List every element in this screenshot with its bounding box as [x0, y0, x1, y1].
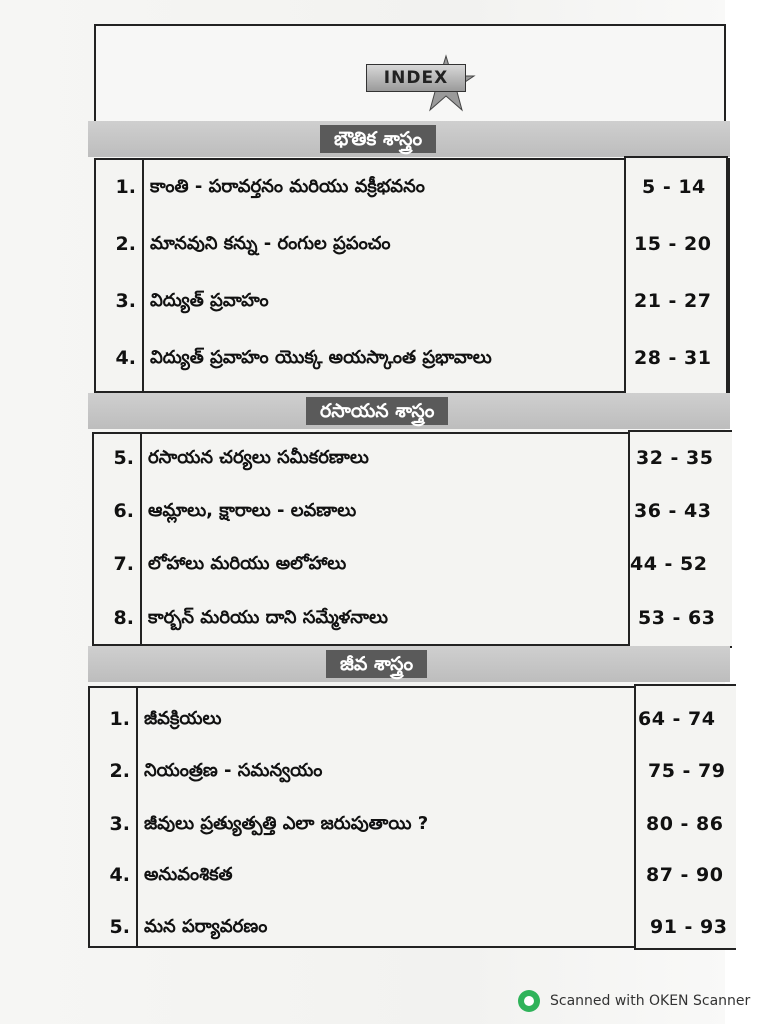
- physics-table: [94, 158, 730, 393]
- row-pages: 53 - 63: [638, 607, 716, 629]
- biology-table: [88, 686, 732, 948]
- row-title: నియంత్రణ - సమన్వయం: [144, 760, 323, 781]
- row-number: 1.: [115, 176, 136, 198]
- row-number: 2.: [109, 760, 130, 782]
- row-number: 5.: [113, 447, 134, 469]
- section-title-physics: భౌతిక శాస్త్రం: [320, 125, 436, 153]
- row-title: లోహాలు మరియు అలోహాలు: [148, 553, 347, 574]
- row-pages: 21 - 27: [634, 290, 712, 312]
- table-row: [94, 537, 730, 591]
- section-title-biology: జీవ శాస్త్రం: [326, 650, 427, 678]
- table-row: [96, 274, 728, 328]
- row-pages: 5 - 14: [642, 176, 706, 198]
- row-number: 4.: [109, 864, 130, 886]
- chemistry-table: [92, 432, 732, 646]
- row-number: 3.: [115, 290, 136, 312]
- index-frame: [88, 24, 730, 949]
- row-pages: 80 - 86: [646, 813, 724, 835]
- row-title: జీవులు ప్రత్యుత్పత్తి ఎలా జరుపుతాయి ?: [144, 813, 429, 834]
- row-title: విద్యుత్ ప్రవాహం యొక్క అయస్కాంత ప్రభావాలు: [150, 347, 492, 368]
- row-pages: 64 - 74: [638, 708, 716, 730]
- row-title: అనువంశికత: [144, 864, 233, 885]
- row-pages: 75 - 79: [648, 760, 726, 782]
- section-title-chemistry: రసాయన శాస్త్రం: [306, 397, 448, 425]
- table-row: [90, 900, 732, 954]
- scanner-watermark: [518, 986, 750, 1016]
- row-number: 1.: [109, 708, 130, 730]
- row-number: 5.: [109, 916, 130, 938]
- row-title: విద్యుత్ ప్రవాహం: [150, 290, 269, 311]
- scanner-text: Scanned with OKEN Scanner: [550, 993, 751, 1009]
- row-title: ఆమ్లాలు, క్షారాలు - లవణాలు: [148, 500, 357, 521]
- row-pages: 28 - 31: [634, 347, 712, 369]
- row-pages: 91 - 93: [650, 916, 728, 938]
- row-number: 7.: [113, 553, 134, 575]
- table-row: [94, 431, 730, 485]
- row-pages: 15 - 20: [634, 233, 712, 255]
- oken-scanner-logo-icon: [518, 990, 540, 1012]
- section-band-physics: [88, 121, 730, 157]
- row-title: మానవుని కన్ను - రంగుల ప్రపంచం: [150, 233, 391, 254]
- table-row: [96, 217, 728, 271]
- table-row: [90, 744, 732, 798]
- row-title: మన పర్యావరణం: [144, 916, 268, 937]
- row-pages: 87 - 90: [646, 864, 724, 886]
- row-number: 3.: [109, 813, 130, 835]
- index-header: [94, 24, 726, 123]
- index-title: INDEX: [366, 64, 466, 92]
- section-band-chemistry: [88, 393, 730, 429]
- row-number: 4.: [115, 347, 136, 369]
- row-number: 2.: [115, 233, 136, 255]
- row-number: 6.: [113, 500, 134, 522]
- row-pages: 32 - 35: [636, 447, 714, 469]
- table-row: [90, 692, 732, 746]
- row-pages: 36 - 43: [634, 500, 712, 522]
- table-row: [96, 160, 728, 214]
- row-title: కార్బన్ మరియు దాని సమ్మేళనాలు: [148, 607, 388, 628]
- table-row: [94, 484, 730, 538]
- row-number: 8.: [113, 607, 134, 629]
- table-row: [96, 331, 728, 385]
- row-title: కాంతి - పరావర్తనం మరియు వక్రీభవనం: [150, 176, 425, 197]
- section-band-biology: [88, 646, 730, 682]
- table-row: [94, 591, 730, 645]
- row-title: రసాయన చర్యలు సమీకరణాలు: [148, 447, 369, 468]
- row-pages: 44 - 52: [630, 553, 708, 575]
- table-row: [90, 848, 732, 902]
- row-title: జీవక్రియలు: [144, 708, 222, 729]
- table-row: [90, 797, 732, 851]
